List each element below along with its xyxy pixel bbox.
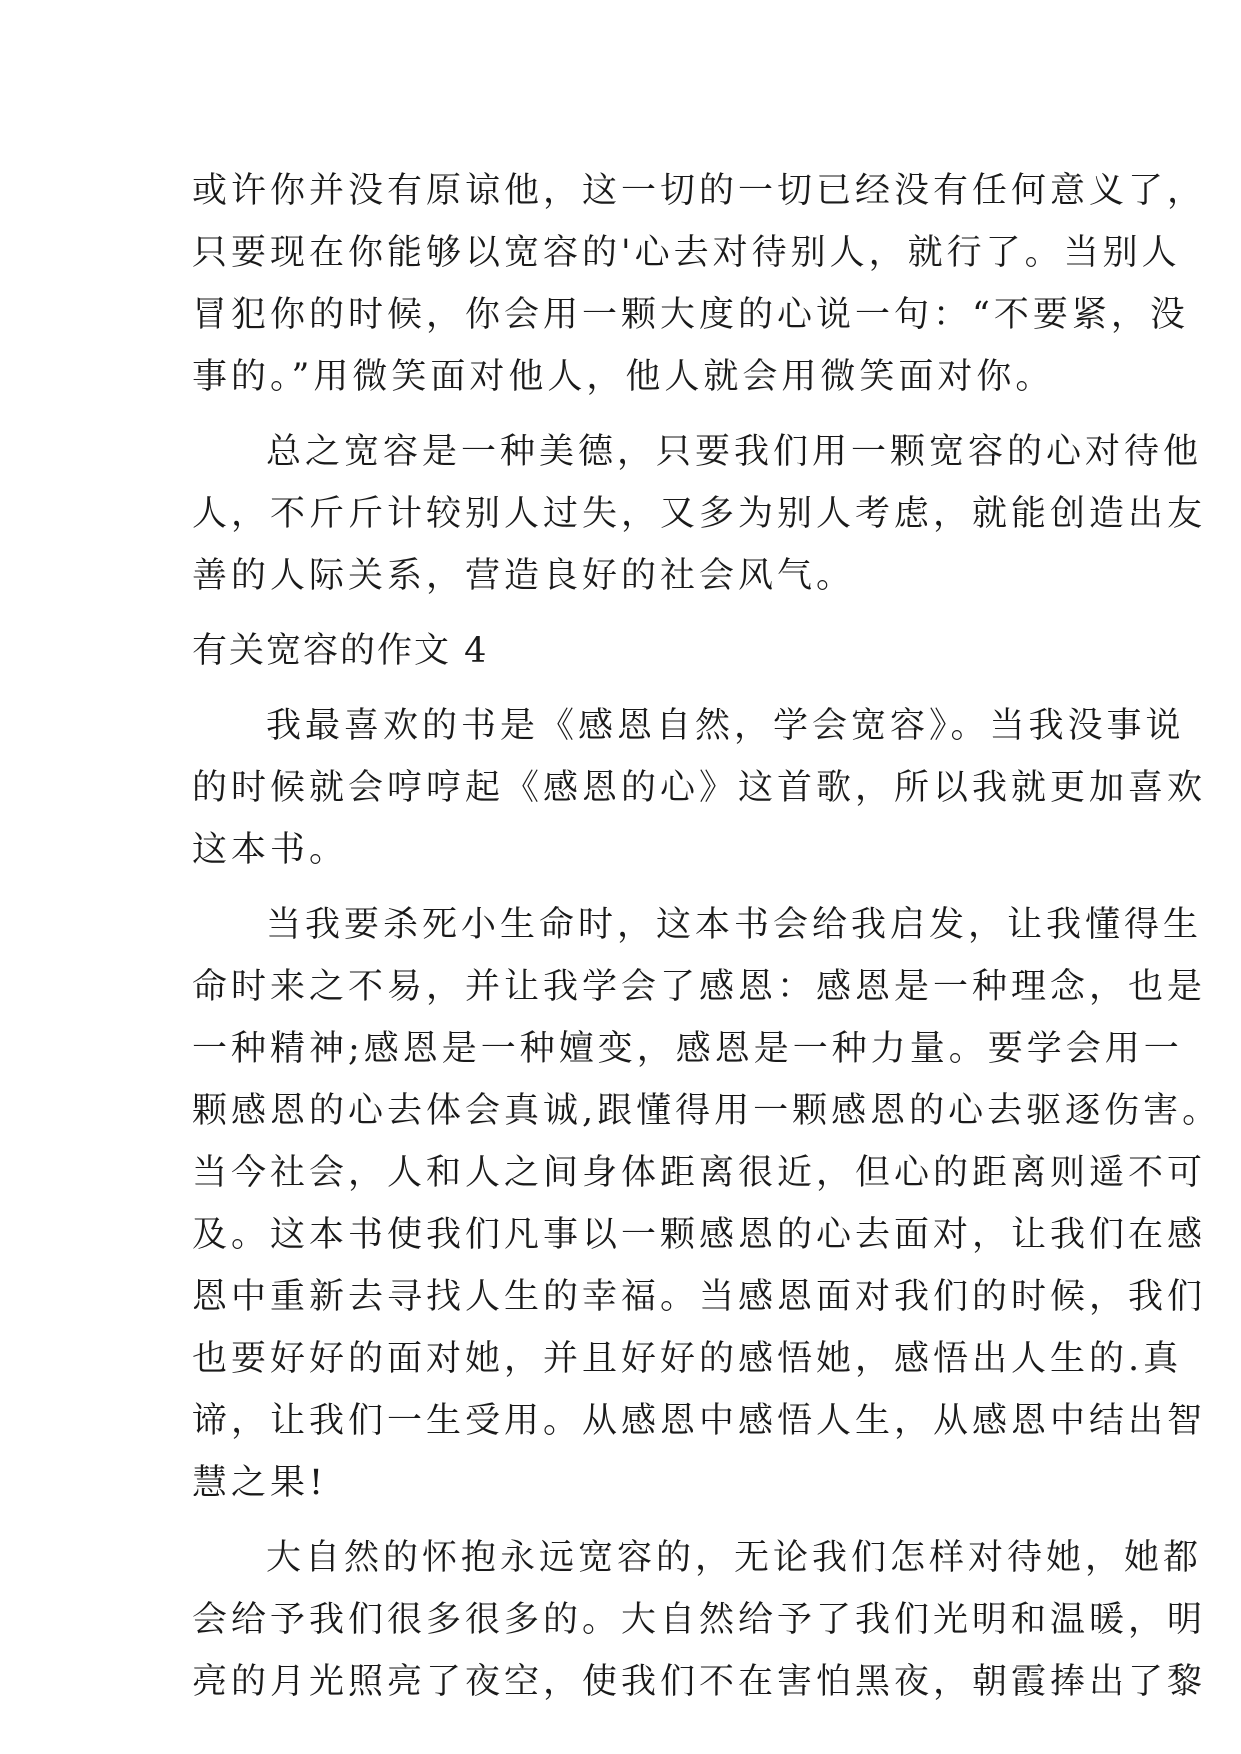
text-line: 一种精神;感恩是一种嬗变，感恩是一种力量。要学会用一 — [192, 1029, 1183, 1069]
paragraph — [192, 160, 1207, 408]
text-line: 人，不斤斤计较别人过失，又多为别人考虑，就能创造出友 — [192, 494, 1207, 534]
text-line: 的时候就会哼哼起《感恩的心》这首歌，所以我就更加喜欢 — [192, 768, 1207, 808]
document-body — [192, 160, 1222, 1726]
paragraph — [192, 421, 1207, 607]
text-line: 慧之果! — [192, 1463, 328, 1503]
heading-text: 有关宽容的作文 4 — [192, 631, 489, 671]
text-line: 命时来之不易，并让我学会了感恩：感恩是一种理念，也是 — [192, 967, 1207, 1007]
text-line: 当我要杀死小生命时，这本书会给我启发，让我懂得生 — [266, 905, 1203, 945]
text-line: 事的。”用微笑面对他人，他人就会用微笑面对你。 — [192, 357, 1055, 397]
text-line: 恩中重新去寻找人生的幸福。当感恩面对我们的时候，我们 — [192, 1277, 1207, 1317]
text-line: 总之宽容是一种美德，只要我们用一颗宽容的心对待他 — [266, 432, 1203, 472]
paragraph — [192, 1527, 1207, 1713]
text-line: 或许你并没有原谅他，这一切的一切已经没有任何意义了， — [192, 171, 1207, 211]
section-heading — [192, 620, 1062, 682]
text-line: 亮的月光照亮了夜空，使我们不在害怕黑夜，朝霞捧出了黎 — [192, 1662, 1207, 1702]
text-line: 当今社会，人和人之间身体距离很近，但心的距离则遥不可 — [192, 1153, 1207, 1193]
paragraph — [192, 894, 1222, 1514]
text-line: 及。这本书使我们凡事以一颗感恩的心去面对，让我们在感 — [192, 1215, 1207, 1255]
text-line: 大自然的怀抱永远宽容的，无论我们怎样对待她，她都 — [266, 1538, 1203, 1578]
text-line: 冒犯你的时候，你会用一颗大度的心说一句：“不要紧，没 — [192, 295, 1189, 335]
text-line: 这本书。 — [192, 830, 349, 870]
paragraph — [192, 695, 1207, 881]
text-line: 颗感恩的心去体会真诚,跟懂得用一颗感恩的心去驱逐伤害。 — [192, 1091, 1222, 1131]
text-line: 也要好好的面对她，并且好好的感悟她，感悟出人生的.真 — [192, 1339, 1183, 1379]
text-line: 谛，让我们一生受用。从感恩中感悟人生，从感恩中结出智 — [192, 1401, 1207, 1441]
text-line: 会给予我们很多很多的。大自然给予了我们光明和温暖，明 — [192, 1600, 1207, 1640]
text-line: 我最喜欢的书是《感恩自然，学会宽容》。当我没事说 — [266, 706, 1185, 746]
text-line: 善的人际关系，营造良好的社会风气。 — [192, 556, 856, 596]
text-line: 只要现在你能够以宽容的'心去对待别人，就行了。当别人 — [192, 233, 1181, 273]
